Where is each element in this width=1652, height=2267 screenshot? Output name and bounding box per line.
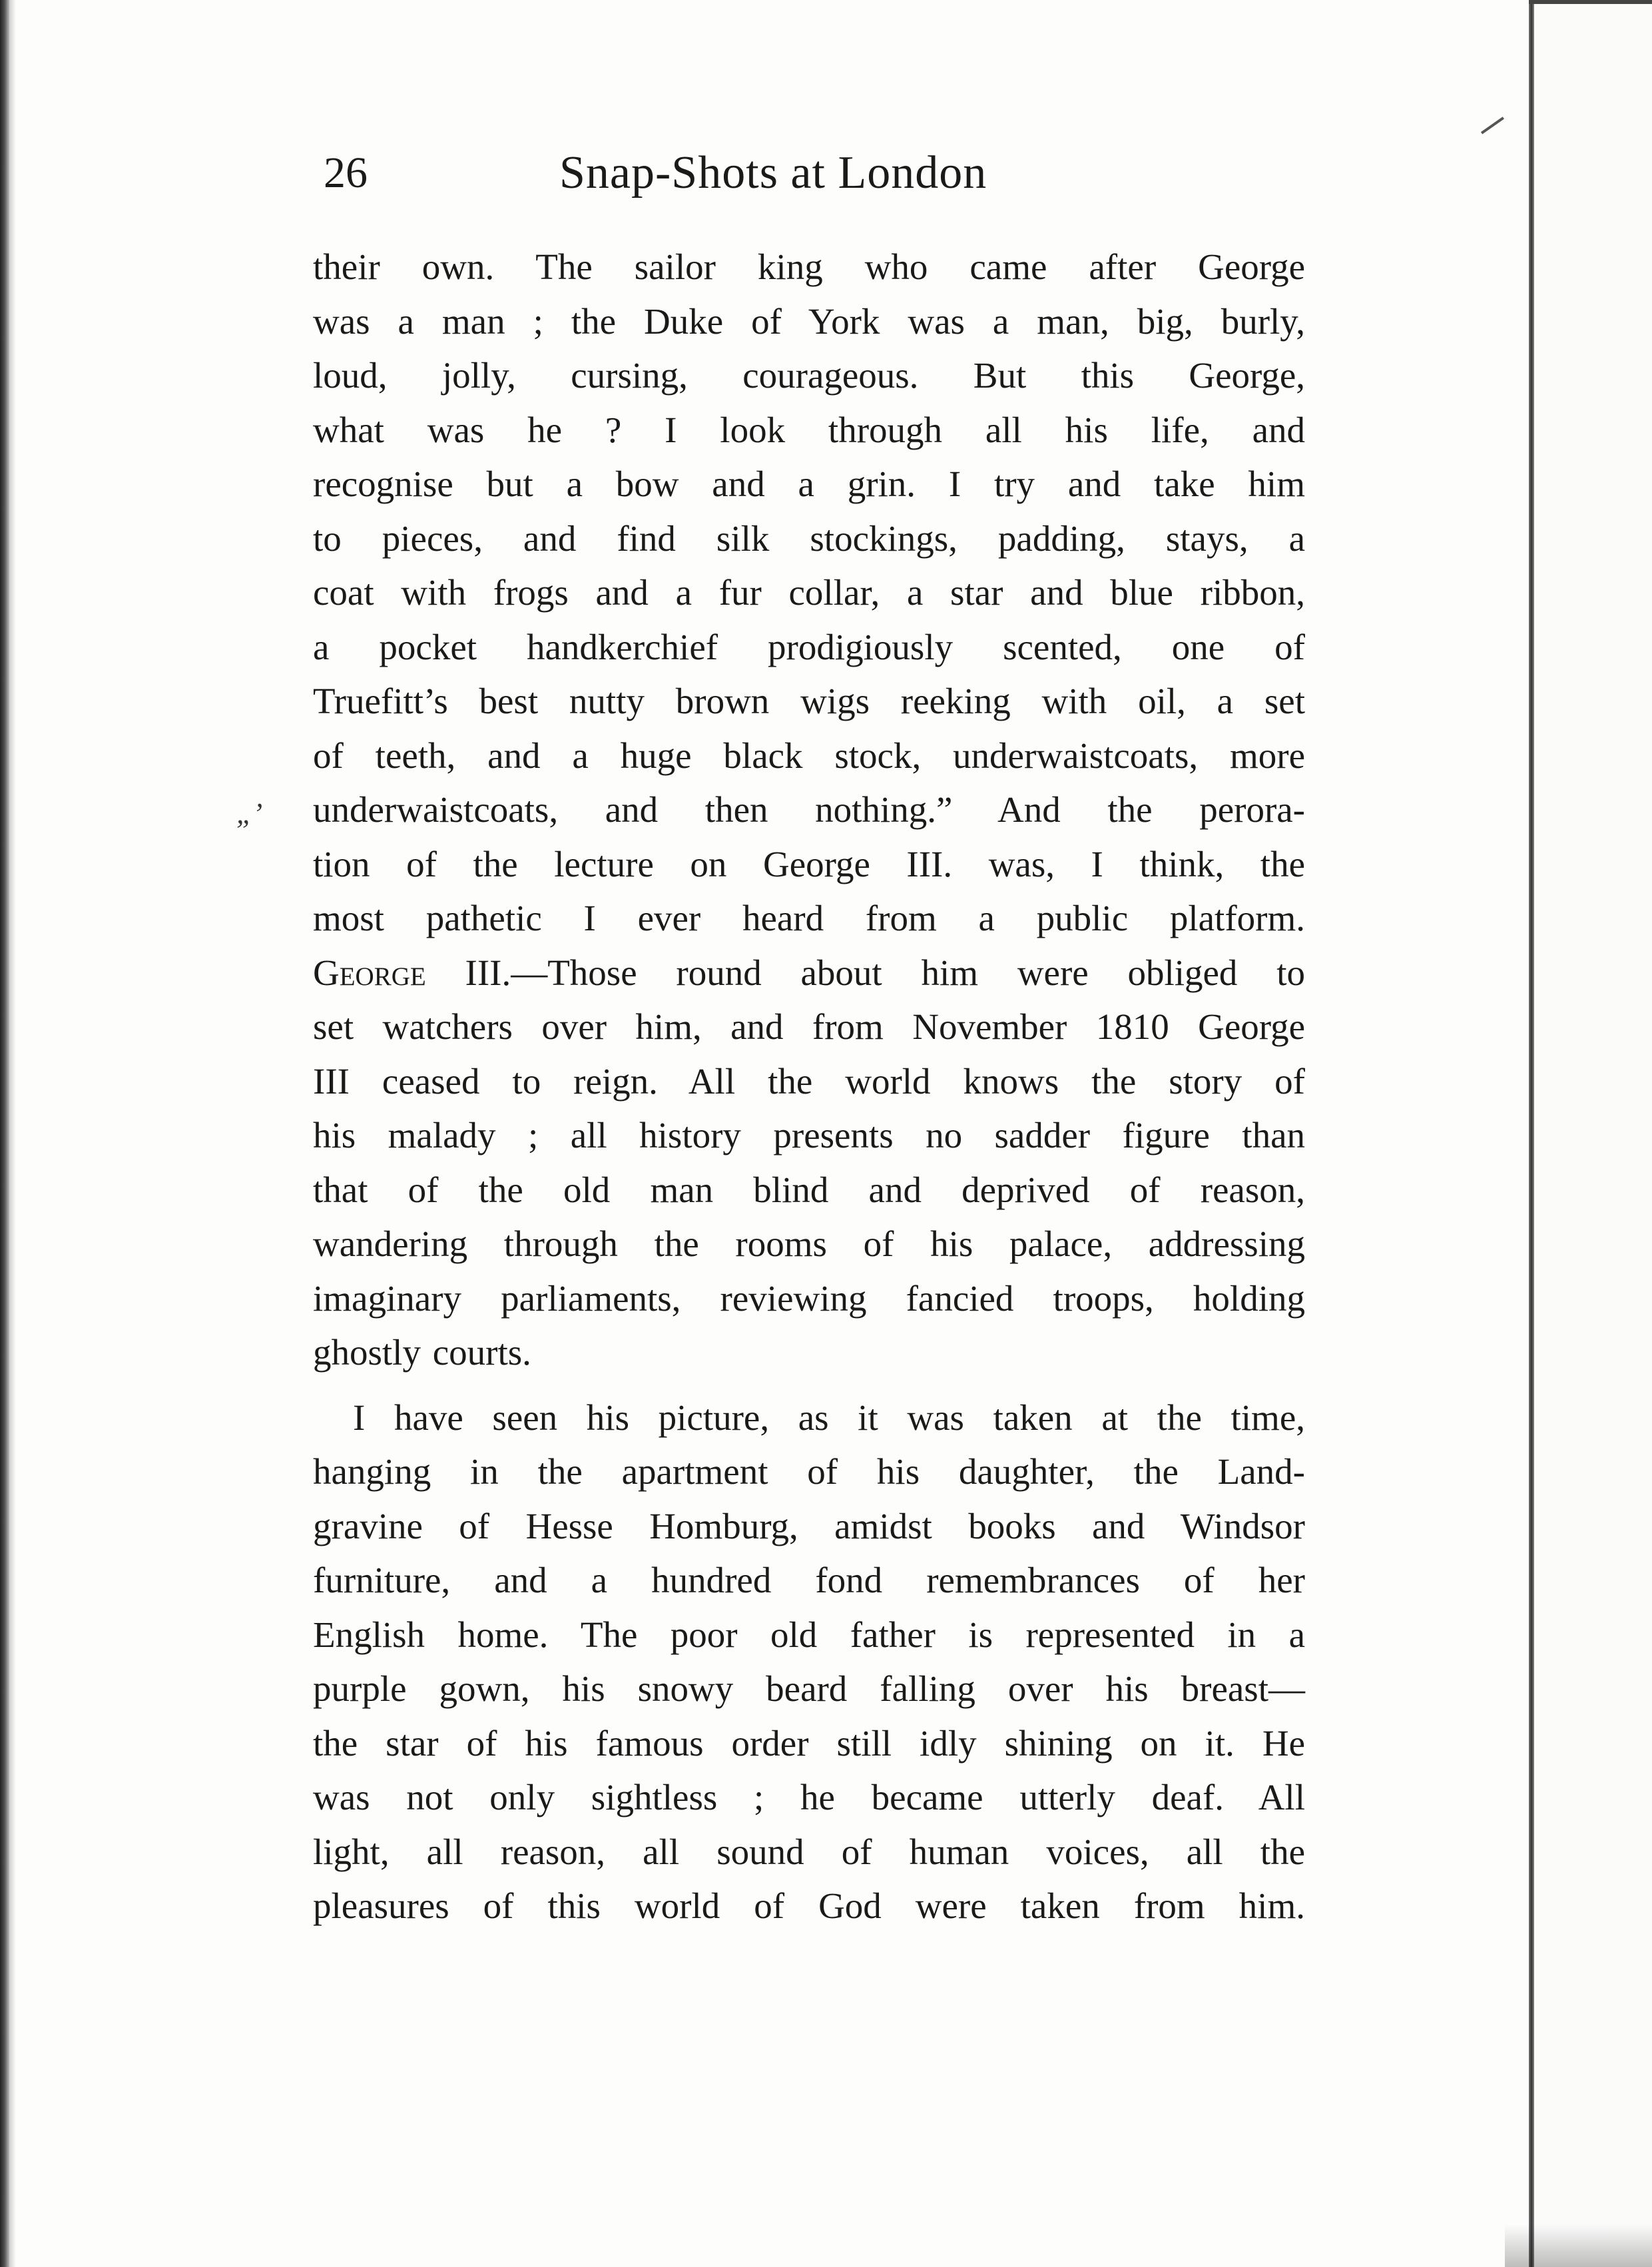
text-line: recognise but a bow and a grin. I try and take him [313, 464, 1305, 504]
text-line: III ceased to reign. All the world knows the story of [313, 1060, 1305, 1102]
text-line: gravine of Hesse Homburg, amidst books and Windsor [313, 1505, 1305, 1546]
text-line: purple gown, his snowy beard falling over his breast— [313, 1668, 1305, 1709]
small-caps-lead: George [313, 952, 426, 993]
binding-edge-left [0, 0, 9, 2267]
running-title: Snap-Shots at London [559, 147, 987, 198]
binding-shadow [9, 0, 16, 2267]
page-edge-top [1529, 0, 1652, 4]
text-line: coat with frogs and a fur collar, a star and blue ribbon, [313, 572, 1305, 613]
text-line-rest: III.—Those round about him were obliged to [425, 952, 1305, 993]
text-line: was not only sightless ; he became utterly deaf. All [313, 1777, 1305, 1817]
text-line: English home. The poor old father is represented in a [313, 1614, 1305, 1655]
paragraph-3 [313, 1391, 1305, 1933]
text-line: that of the old man blind and deprived of reason, [313, 1169, 1305, 1210]
text-line: light, all reason, all sound of human voices, all the [313, 1831, 1305, 1872]
page-edge-shadow [1505, 2224, 1652, 2267]
text-line: I have seen his picture, as it was taken at the time, [353, 1397, 1305, 1438]
text-line: pleasures of this world of God were taken from him. [313, 1885, 1305, 1926]
text-line: to pieces, and find silk stockings, padding, stays, a [313, 517, 1305, 559]
text-line [313, 946, 1305, 1000]
text-line: loud, jolly, cursing, courageous. But this George, [313, 355, 1305, 396]
text-line: most pathetic I ever heard from a public platform. [313, 898, 1305, 938]
adjacent-page-margin [1534, 0, 1652, 2267]
paragraph-1 [313, 240, 1305, 946]
text-line: tion of the lecture on George III. was, I think, the [313, 843, 1305, 884]
text-line: ghostly courts. [313, 1332, 531, 1373]
text-line: his malady ; all history presents no sadder figure than [313, 1115, 1305, 1155]
text-line: their own. The sailor king who came after George [313, 246, 1305, 287]
page-edge-right [1529, 0, 1534, 2267]
text-line: wandering through the rooms of his palace, addressing [313, 1223, 1305, 1264]
text-line: underwaistcoats, and then nothing.” And the perora- [313, 789, 1305, 830]
text-line: Truefitt’s best nutty brown wigs reeking with oil, a set [313, 681, 1305, 721]
text-line: set watchers over him, and from November 1810 George [313, 1006, 1305, 1047]
text-line: what was he ? I look through all his life, and [313, 409, 1305, 450]
text-line: furniture, and a hundred fond remembrances of her [313, 1560, 1305, 1600]
text-line: the star of his famous order still idly shining on it. He [313, 1722, 1305, 1764]
body-text [313, 240, 1305, 1933]
text-line: was a man ; the Duke of York was a man, big, burly, [313, 300, 1305, 342]
page-number: 26 [324, 149, 368, 197]
paragraph-2 [313, 946, 1305, 1380]
text-line: hanging in the apartment of his daughter, the Land- [313, 1451, 1305, 1492]
text-line: of teeth, and a huge black stock, underwaistcoats, more [313, 735, 1305, 776]
text-line: a pocket handkerchief prodigiously scented, one of [313, 626, 1305, 667]
margin-annotation: „’ [236, 797, 263, 830]
running-header [320, 137, 1318, 210]
text-line: imaginary parliaments, reviewing fancied troops, holding [313, 1277, 1305, 1319]
paragraph-gap [313, 1380, 1305, 1391]
